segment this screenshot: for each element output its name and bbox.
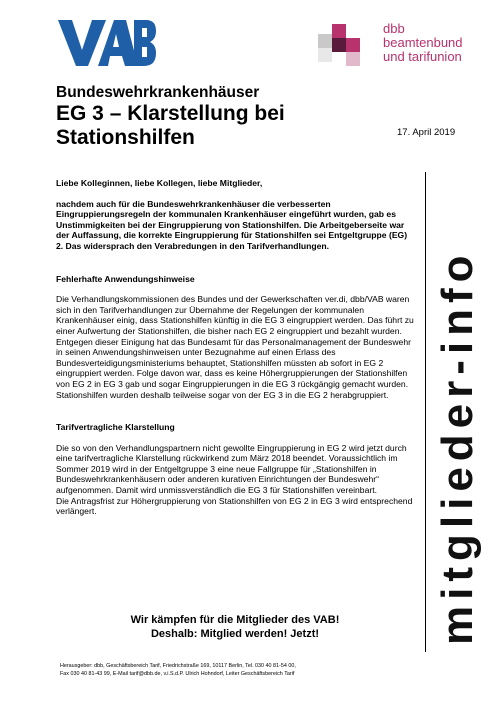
dbb-wordmark: [383, 22, 463, 64]
page-subtitle: Bundeswehrkrankenhäuser: [56, 84, 260, 101]
intro-paragraph: nachdem auch für die Bundeswehrkrankenhäuser die verbesserten Eingruppierungsregeln der kommunalen Krankenhäuser eingeführt wurden, gab es Unstimmigkeiten bei der Eingruppierung von Stationshilfen. Die Arbeitgeberseite war der Auffassung, die korrekte Eingruppierung für Stationshilfen sei Entgeltgruppe (EG) 2. Das widersprach den Verabredungen in den Tarifverhandlungen.: [56, 198, 408, 251]
dbb-line3: und tarifunion: [383, 49, 462, 64]
document-body: [56, 178, 414, 517]
greeting: Liebe Kolleginnen, liebe Kollegen, liebe Mitglieder,: [56, 178, 263, 188]
section1-paragraph2: Entgegen dieser Einigung hat das Bundesamt für das Personalmanagement der Bundeswehr in seinen Anwendungshinweisen unter Bezugnahme auf einen Erlass des Bundesverteidigungsministeriums behauptet, Stationshilfen müssten ab sofort in EG 2 eingruppiert werden. Folge davon war, dass es keine Höhergruppierungen der Stationshilfen von EG 2 in EG 3 gab und sogar Eingruppierungen in die EG 3 rückgängig gemacht wurden. Stationshilfen wurden deshalb teilweise sogar von der EG 3 in die EG 2 herabgruppiert.: [56, 336, 411, 400]
section2-paragraph2: Die Antragsfrist zur Höhergruppierung von Stationshilfen von EG 2 in EG 3 wird entsprechend verlängert.: [56, 495, 413, 517]
section2-heading: Tarifvertragliche Klarstellung: [56, 422, 175, 433]
dbb-line2: beamtenbund: [383, 35, 463, 50]
dbb-line1: dbb: [383, 21, 405, 36]
slogan-line1: Wir kämpfen für die Mitglieder des VAB!: [130, 614, 340, 626]
footer-line2: Fax 030 40 81-43 99, E-Mail tarif@dbb.de, v.i.S.d.P. Ulrich Hohndorf, Leiter Geschäftsbereich Tarif: [60, 671, 295, 677]
section1-heading: Fehlerhafte Anwendungshinweise: [56, 273, 195, 284]
slogan: [56, 613, 414, 641]
section2-paragraph1: Die so von den Verhandlungspartnern nicht gewollte Eingruppierung in EG 2 wird jetzt durch eine tarifvertragliche Klarstellung rückwirkend zum März 2018 beendet. Voraussichtlich im Sommer 2019 wird in der Entgeltgruppe 3 eine neue Fallgruppe für „Stationshilfen in Bundeswehrkrankenhäusern oder anderen kurativen Einrichtungen der Bundeswehr“ aufgenommen. Damit wird unmissverständlich die EG 3 für Stationshilfen vereinbart.: [56, 442, 407, 496]
side-label: mitglieder-info: [433, 249, 482, 645]
side-divider: [425, 172, 426, 652]
page-title: EG 3 – Klarstellung bei Stationshilfen: [56, 102, 285, 149]
vab-logo: [58, 20, 156, 66]
slogan-line2: Deshalb: Mitglied werden! Jetzt!: [150, 628, 320, 640]
publish-date: 17. April 2019: [397, 127, 456, 138]
footer-line1: Herausgeber: dbb, Geschäftsbereich Tarif, Friedrichstraße 169, 10117 Berlin, Tel. 030 40 81-54 00,: [60, 663, 296, 669]
imprint-footer: [60, 662, 420, 678]
section1-paragraph1: Die Verhandlungskommissionen des Bundes und der Gewerkschaften ver.di, dbb/VAB waren sich in den Tarifverhandlungen zur Übernahme der Regelungen der kommunalen Krankenhäuser einig, dass Stationshilfen künftig in die EG 3 eingruppiert werden. Das führt zu einer Aufwertung der Stationshilfen, die bisher nach EG 2 eingruppiert und bezahlt wurden.: [56, 294, 414, 336]
